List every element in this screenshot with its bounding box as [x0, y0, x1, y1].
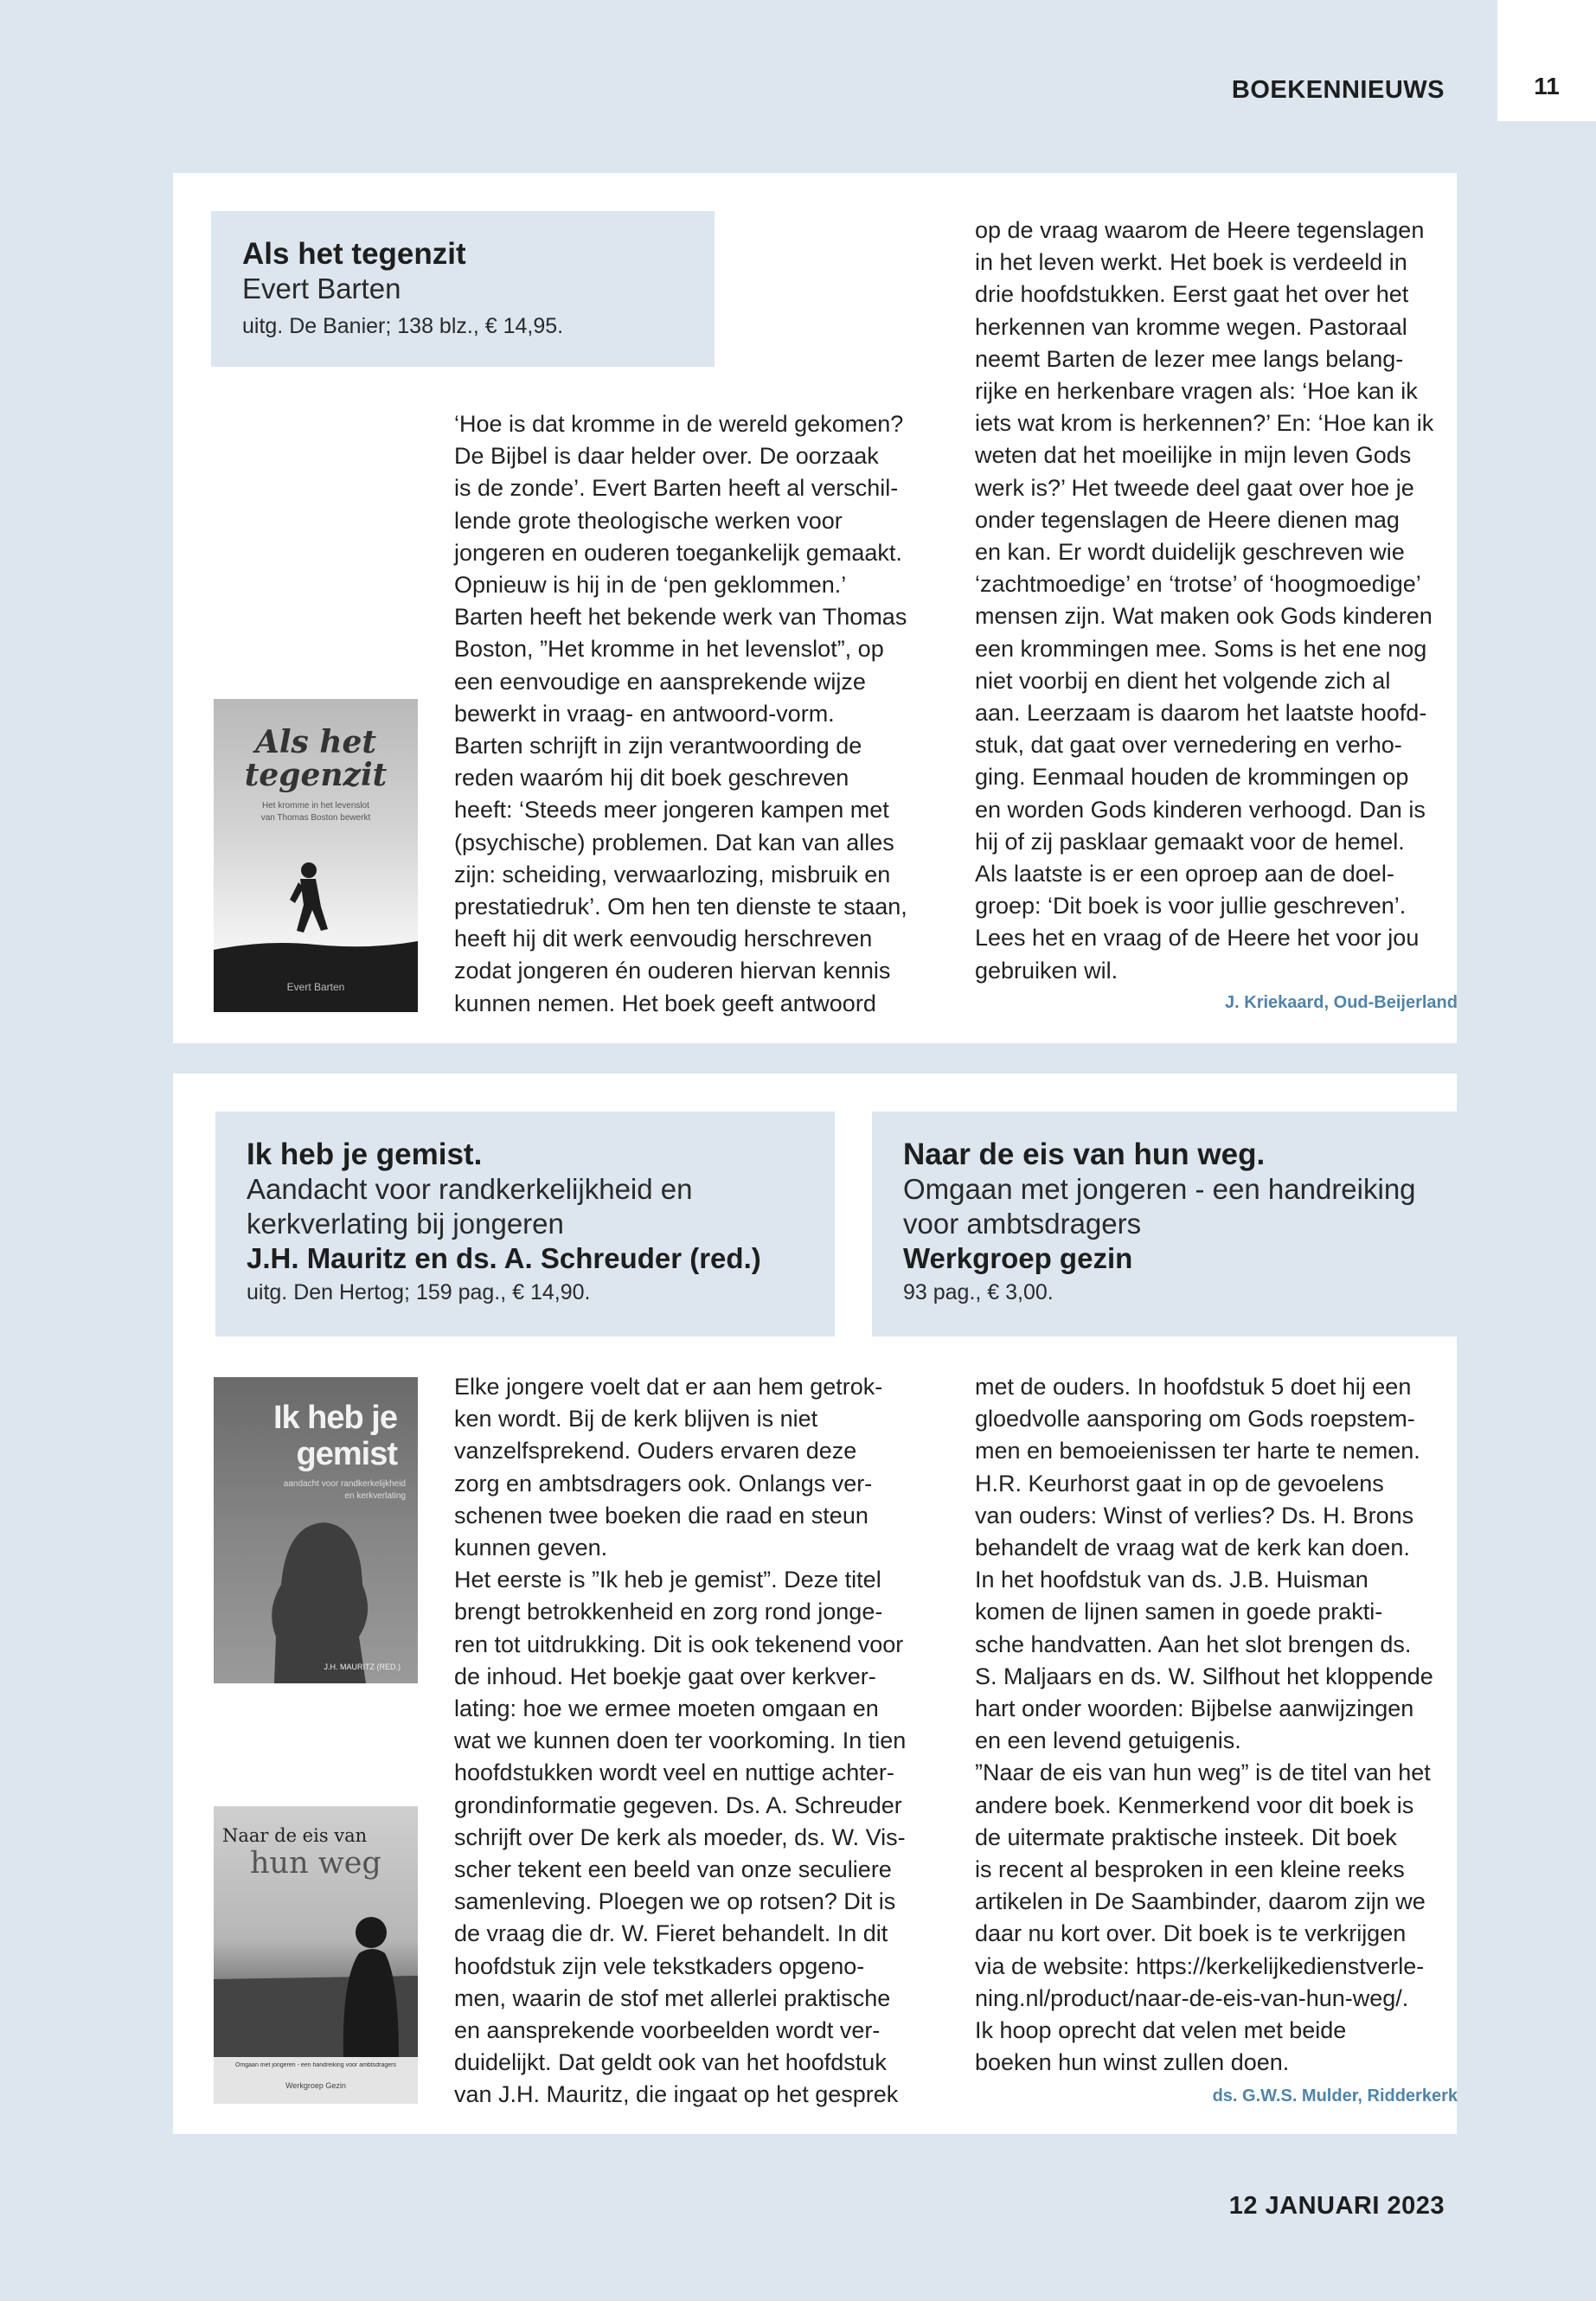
text-line: Opnieuw is hij in de ‘pen geklommen.’ [454, 572, 847, 599]
text-line: weten dat het moeilijke in mijn leven Gods [975, 442, 1412, 469]
text-line: onder tegenslagen de Heere dienen mag [975, 506, 1400, 533]
text-line: en worden Gods kinderen verhoogd. Dan is [975, 796, 1426, 823]
cover-3-title-line1: Naar de eis van [222, 1825, 368, 1846]
text-line: men, waarin de stof met allerlei praktische [454, 1984, 891, 2011]
text-line: de inhoud. Het boekje gaat over kerkver- [454, 1663, 876, 1689]
book-1-title: Ik heb je gemist. [247, 1138, 483, 1171]
review-1-column-2 [975, 215, 1433, 987]
review-2-signature: ds. G.W.S. Mulder, Ridderkerk [1212, 2086, 1458, 2106]
text-line: kunnen nemen. Het boek geeft antwoord [454, 990, 876, 1016]
text-line: reden waaróm hij dit boek geschreven [454, 765, 849, 792]
review-1-publisher: uitg. De Banier; 138 blz., € 14,95. [242, 314, 564, 338]
text-line: duidelijkt. Dat geldt ook van het hoofdstuk [454, 2049, 887, 2076]
cover-2-title-line1: Ik heb je [272, 1400, 397, 1436]
book-2-subtitle-line2: voor ambtsdragers [903, 1208, 1142, 1240]
text-line: neemt Barten de lezer mee langs belang- [975, 345, 1404, 372]
review-1-title: Als het tegenzit [242, 237, 466, 271]
text-line: is recent al besproken in een kleine reeks [975, 1856, 1405, 1883]
text-line: Barten heeft het bekende werk van Thomas [454, 604, 907, 631]
book-1-publisher: uitg. Den Hertog; 159 pag., € 14,90. [247, 1280, 591, 1304]
cover-1-title-line2: tegenzit [244, 757, 388, 793]
text-line: ging. Eenmaal houden de krommingen op [975, 764, 1409, 791]
text-line: hart onder woorden: Bijbelse aanwijzingen [975, 1695, 1414, 1722]
text-line: ken wordt. Bij de kerk blijven is niet [454, 1406, 818, 1433]
review-2-column-2 [975, 1371, 1433, 2079]
cover-1-subtitle-line1: Het kromme in het levenslot [262, 801, 369, 811]
text-line: ren tot uitdrukking. Dit is ook tekenend voor [454, 1631, 904, 1657]
review-2-book-1-title-box [215, 1112, 835, 1336]
text-line: op de vraag waarom de Heere tegenslagen [975, 217, 1425, 243]
text-line: H.R. Keurhorst gaat in op de gevoelens [975, 1470, 1384, 1497]
cover-2-author: J.H. MAURITZ (RED.) [324, 1663, 401, 1671]
text-line: hoofdstukken wordt veel en nuttige achter- [454, 1759, 894, 1786]
text-line: mensen zijn. Wat maken ook Gods kinderen [975, 603, 1433, 630]
text-line: is de zonde’. Evert Barten heeft al verschil- [454, 475, 899, 502]
text-line: boeken hun winst zullen doen. [975, 2049, 1290, 2076]
text-line: Barten schrijft in zijn verantwoording de [454, 733, 862, 760]
cover-1-subtitle-line2: van Thomas Boston bewerkt [260, 813, 371, 823]
book-cover-ik-heb-je-gemist [214, 1377, 418, 1683]
text-line: ning.nl/product/naar-de-eis-van-hun-weg/. [975, 1984, 1409, 2011]
text-line: een krommingen mee. Soms is het ene nog [975, 635, 1427, 662]
text-line: andere boek. Kenmerkend voor dit boek is [975, 1791, 1414, 1818]
text-line: In het hoofdstuk van ds. J.B. Huisman [975, 1567, 1368, 1593]
text-line: en aansprekende voorbeelden wordt ver- [454, 2017, 881, 2044]
cover-1-title-line1: Als het [254, 724, 377, 760]
text-line: zorg en ambtsdragers ook. Onlangs ver- [454, 1470, 873, 1497]
text-line: een eenvoudige en aansprekende wijze [454, 668, 866, 695]
text-line: behandelt de vraag wat de kerk kan doen. [975, 1535, 1410, 1561]
text-line: Ik hoop oprecht dat velen met beide [975, 2017, 1347, 2044]
book-2-authors: Werkgroep gezin [903, 1242, 1133, 1274]
page-number: 11 [1534, 73, 1560, 99]
text-line: ‘Hoe is dat kromme in de wereld gekomen? [454, 411, 904, 437]
review-1-author: Evert Barten [242, 272, 401, 304]
review-2-column-1 [454, 1371, 906, 2112]
text-line: schrijft over De kerk als moeder, ds. W. Vis- [454, 1823, 906, 1850]
cover-2-tagline-line2: en kerkverlating [344, 1491, 406, 1501]
text-line: hoofdstuk zijn vele tekstkaders opgeno- [454, 1952, 865, 1979]
text-line: aan. Leerzaam is daarom het laatste hoofd- [975, 700, 1427, 727]
text-line: drie hoofdstukken. Eerst gaat het over het [975, 281, 1409, 308]
section-title: BOEKENNIEUWS [1231, 76, 1445, 104]
text-line: kunnen geven. [454, 1535, 608, 1561]
text-line: lende grote theologische werken voor [454, 507, 843, 534]
text-line: wat we kunnen doen ter voorkoming. In tien [454, 1727, 907, 1754]
text-line: grondinformatie gegeven. Ds. A. Schreuder [454, 1791, 902, 1818]
text-line: hij of zij pasklaar gemaakt voor de hemel. [975, 828, 1405, 855]
text-line: prestatiedruk’. Om hen ten dienste te staan, [454, 894, 907, 920]
text-line: De Bijbel is daar helder over. De oorzaak [454, 443, 879, 470]
text-line: stuk, dat gaat over vernedering en verho- [975, 732, 1402, 759]
text-line: (psychische) problemen. Dat kan van alles [454, 829, 894, 856]
text-line: gebruiken wil. [975, 957, 1118, 984]
text-line: niet voorbij en dient het volgende zich al [975, 667, 1391, 694]
text-line: sche handvatten. Aan het slot brengen ds. [975, 1631, 1412, 1657]
text-line: jongeren en ouderen toegankelijk gemaakt. [454, 539, 902, 566]
text-line: herkennen van kromme wegen. Pastoraal [975, 313, 1407, 340]
text-line: scher tekent een beeld van onze seculiere [454, 1856, 892, 1883]
text-line: van J.H. Mauritz, die ingaat op het gesprek [454, 2081, 899, 2108]
text-line: en een levend getuigenis. [975, 1727, 1241, 1754]
book-1-authors: J.H. Mauritz en ds. A. Schreuder (red.) [247, 1242, 761, 1274]
book-2-subtitle-line1: Omgaan met jongeren - een handreiking [903, 1173, 1416, 1205]
text-line: de uitermate praktische insteek. Dit boek [975, 1823, 1397, 1850]
text-line: schenen twee boeken die raad en steun [454, 1502, 869, 1529]
review-1-title-box [211, 211, 715, 367]
text-line: samenleving. Ploegen we op rotsen? Dit is [454, 1888, 896, 1915]
text-line: daar nu kort over. Dit boek is te verkrijgen [975, 1920, 1407, 1947]
text-line: men en bemoeienissen ter harte te nemen. [975, 1438, 1420, 1465]
review-1-signature: J. Kriekaard, Oud-Beijerland [1225, 993, 1458, 1012]
cover-3-title-line2: hun weg [250, 1846, 381, 1881]
text-line: zodat jongeren én ouderen hiervan kennis [454, 958, 891, 984]
cover-3-tagline: Omgaan met jongeren - een handreiking voor ambtsdragers [235, 2062, 396, 2068]
text-line: en kan. Er wordt duidelijk geschreven wie [975, 539, 1405, 566]
text-line: S. Maljaars en ds. W. Silfhout het kloppende [975, 1663, 1433, 1689]
book-cover-naar-de-eis-van-hun-weg [214, 1806, 418, 2104]
issue-date: 12 JANUARI 2023 [1228, 2192, 1445, 2220]
text-line: Als laatste is er een oproep aan de doel- [975, 861, 1394, 888]
text-line: de vraag die dr. W. Fieret behandelt. In dit [454, 1920, 888, 1947]
cover-2-title-line2: gemist [296, 1436, 397, 1472]
text-line: via de website: https://kerkelijkedienstverle- [975, 1952, 1425, 1979]
text-line: Het eerste is ”Ik heb je gemist”. Deze titel [454, 1567, 881, 1593]
text-line: van ouders: Winst of verlies? Ds. H. Brons [975, 1502, 1414, 1529]
text-line: gloedvolle aansporing om Gods roepstem- [975, 1406, 1415, 1433]
text-line: met de ouders. In hoofdstuk 5 doet hij een [975, 1374, 1412, 1400]
text-line: rijke en herkenbare vragen als: ‘Hoe kan ik [975, 378, 1418, 405]
text-line: zijn: scheiding, verwaarlozing, misbruik en [454, 861, 891, 888]
text-line: Lees het en vraag of de Heere het voor jou [975, 925, 1420, 952]
cover-2-tagline-line1: aandacht voor randkerkelijkheid [283, 1479, 406, 1489]
book-1-subtitle-line1: Aandacht voor randkerkelijkheid en [247, 1173, 693, 1205]
review-2-book-2-title-box [872, 1112, 1457, 1336]
cover-3-author: Werkgroep Gezin [285, 2081, 346, 2090]
book-cover-als-het-tegenzit [214, 699, 418, 1012]
text-line: artikelen in De Saambinder, daarom zijn we [975, 1888, 1426, 1915]
text-line: vanzelfsprekend. Ouders ervaren deze [454, 1438, 857, 1465]
text-line: Boston, ”Het kromme in het levenslot”, op [454, 636, 884, 663]
text-line: komen de lijnen samen in goede prakti- [975, 1599, 1383, 1625]
book-2-publisher: 93 pag., € 3,00. [903, 1280, 1054, 1304]
text-line: in het leven werkt. Het boek is verdeeld in [975, 249, 1407, 276]
cover-1-author: Evert Barten [286, 981, 345, 993]
text-line: lating: hoe we ermee moeten omgaan en [454, 1695, 879, 1722]
page-number-tab [1497, 0, 1596, 121]
book-1-subtitle-line2: kerkverlating bij jongeren [247, 1208, 564, 1240]
text-line: Elke jongere voelt dat er aan hem getrok- [454, 1374, 883, 1400]
text-line: groep: ‘Dit boek is voor jullie geschreven’. [975, 893, 1407, 920]
text-line: bewerkt in vraag- en antwoord-vorm. [454, 700, 835, 727]
text-line: iets wat krom is herkennen?’ En: ‘Hoe kan ik [975, 410, 1434, 437]
text-line: heeft hij dit werk eenvoudig herschreven [454, 926, 873, 952]
text-line: brengt betrokkenheid en zorg rond jonge- [454, 1599, 883, 1625]
text-line: heeft: ‘Steeds meer jongeren kampen met [454, 797, 889, 824]
text-line: werk is?’ Het tweede deel gaat over hoe je [975, 474, 1414, 501]
review-1-column-1 [454, 408, 907, 1020]
book-2-title: Naar de eis van hun weg. [903, 1138, 1266, 1171]
text-line: ”Naar de eis van hun weg” is de titel van het [975, 1759, 1431, 1786]
text-line: ‘zachtmoedige’ en ‘trotse’ of ‘hoogmoedige’ [975, 571, 1421, 598]
